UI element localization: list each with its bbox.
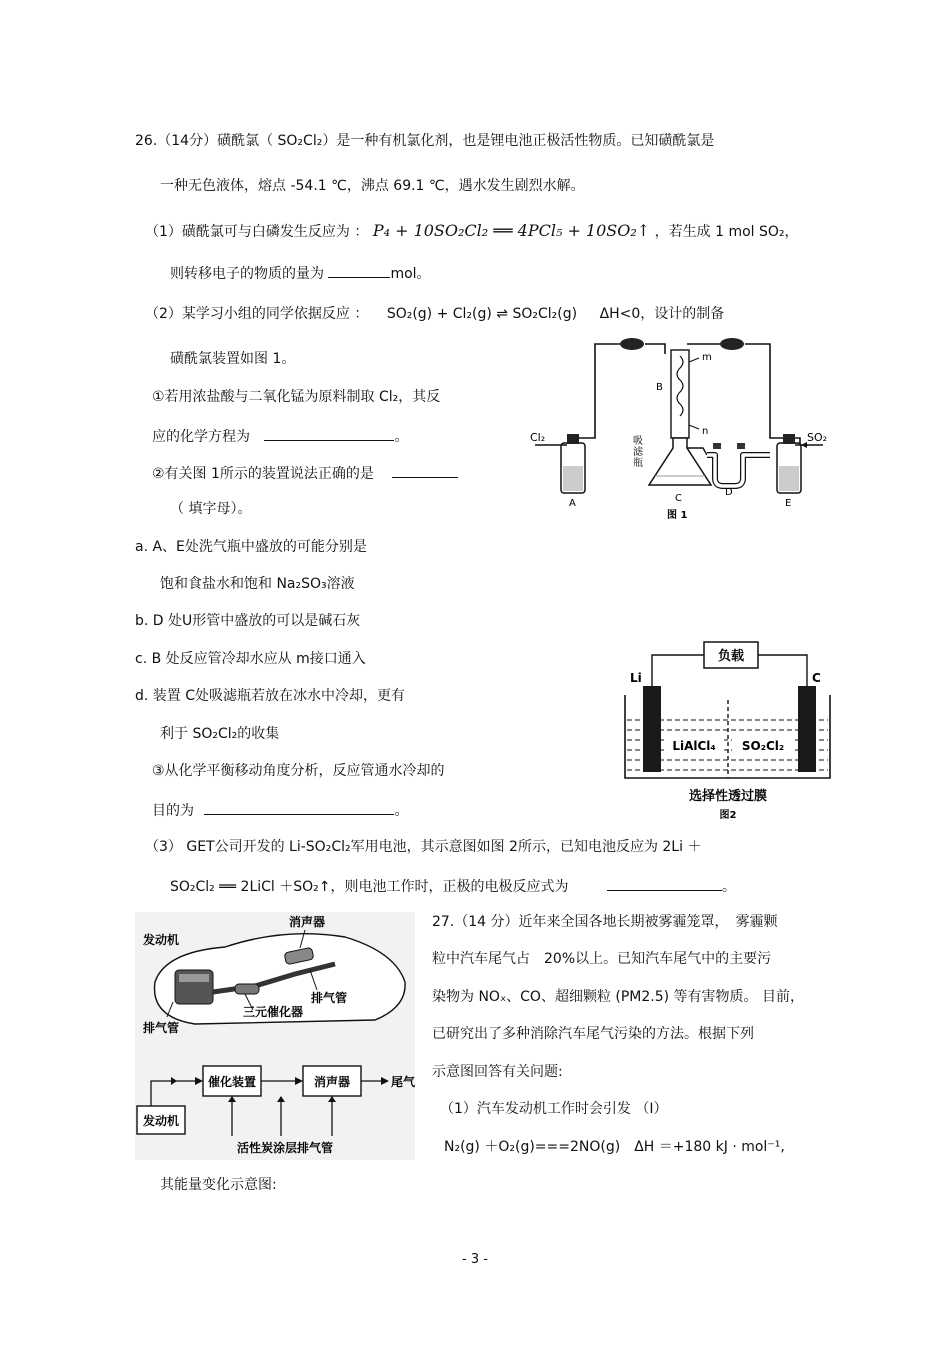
q26-part1-prefix: （1）磺酰氯可与白磷发生反应为 ： (145, 224, 369, 240)
option-d-line2: 利于 SO₂Cl₂的收集 (160, 726, 280, 742)
q26-sub1-line2 (152, 426, 408, 446)
q27-energy-diagram-label: 其能量变化示意图: (160, 1177, 277, 1193)
q26-part3-line2 (170, 876, 736, 896)
label-box-catalyst: 催化装置 (207, 1075, 257, 1089)
q26-sub1-end: 。 (394, 429, 409, 445)
option-b: b. D 处U形管中盛放的可以是碱石灰 (135, 613, 361, 629)
label-so2cl2: SO₂Cl₂ (741, 739, 785, 753)
option-c: c. B 处反应管冷却水应从 m接口通入 (135, 651, 366, 667)
label-lialcl4: LiAlCl₄ (672, 739, 716, 753)
condenser-b (671, 350, 689, 438)
label-coating: 活性炭涂层排气管 (236, 1141, 334, 1155)
answer-blank-4[interactable] (204, 800, 394, 815)
q26-part3-end: 。 (721, 879, 736, 895)
q27-part1: （1）汽车发动机工作时会引发 （Ⅰ） (440, 1101, 668, 1117)
q26-sub1-line1: ①若用浓盐酸与二氧化锰为原料制取 Cl₂，其反 (152, 389, 441, 405)
q27-equation: N₂(g) ＋O₂(g)===2NO(g) ΔH ＝+180 kJ · mol⁻¹, (444, 1139, 785, 1155)
q27-line2: 粒中汽车尾气占 20%以上。已知汽车尾气中的主要污 (432, 951, 772, 967)
label-c-electrode: C (812, 671, 821, 685)
answer-blank-1[interactable] (328, 263, 390, 278)
option-a-line1: a. A、E处洗气瓶中盛放的可能分别是 (135, 539, 367, 555)
label-li: Li (630, 671, 642, 685)
q26-sub2-line2: （ 填字母）。 (170, 501, 252, 517)
label-tail-gas: 尾气 (391, 1075, 415, 1089)
left-valve (620, 338, 644, 350)
q26-part1-question: 则转移电子的物质的量为 (170, 266, 324, 282)
label-b: B (656, 382, 663, 393)
answer-blank-5[interactable] (607, 876, 722, 891)
figure-2-battery (620, 640, 835, 825)
q27-line3: 染物为 NOₓ、CO、超细颗粒 (PM2.5) 等有害物质。 目前， (432, 989, 805, 1005)
label-d: D (725, 487, 733, 498)
right-valve (720, 338, 744, 350)
label-c: C (675, 493, 682, 504)
q26-part1-unit: mol。 (390, 266, 431, 282)
q26-part3-text: SO₂Cl₂ ══ 2LiCl ＋SO₂↑，则电池工作时，正极的电极反应式为 (170, 879, 569, 895)
q27-line4: 已研究出了多种消除汽车尾气污染的方法。根据下列 (432, 1026, 754, 1042)
label-e: E (785, 498, 792, 509)
option-a-line2: 饱和食盐水和饱和 Na₂SO₃溶液 (160, 576, 355, 592)
label-a: A (569, 498, 576, 509)
q26-part1-suffix: ，若生成 1 mol SO₂， (654, 224, 799, 240)
label-cl2: Cl₂ (530, 431, 546, 444)
label-n: n (702, 426, 709, 437)
filter-char-3: 瓶 (633, 458, 643, 469)
q26-sub2-label: ②有关图 1所示的装置说法正确的是 (152, 466, 374, 482)
q26-sub2-line1 (152, 463, 458, 483)
label-m: m (702, 352, 712, 363)
q26-sub3-line2 (152, 800, 408, 820)
q26-line1: 26.（14分）磺酰氯（ SO₂Cl₂）是一种有机氯化剂，也是锂电池正极活性物质。已知磺酰氯是 (135, 133, 715, 149)
q26-sub3-line1: ③从化学平衡移动角度分析，反应管通水冷却的 (152, 763, 445, 779)
membrane-label: 选择性透过膜 (688, 789, 768, 804)
q26-part2-equation: SO₂(g) + Cl₂(g) ⇌ SO₂Cl₂(g) (386, 306, 578, 322)
label-box-engine: 发动机 (142, 1114, 180, 1128)
load-label: 负载 (717, 649, 745, 664)
q26-part1-line2 (170, 263, 431, 283)
filter-flask-c (649, 438, 711, 485)
catalytic-converter (235, 984, 259, 994)
q26-part2-suffix: ΔH<0，设计的制备 (599, 306, 725, 322)
filter-char-2: 滤 (633, 447, 643, 458)
label-so2: SO₂ (807, 431, 828, 444)
q26-part3-line1: （3） GET公司开发的 Li-SO₂Cl₂军用电池，其示意图如图 2所示，已知电池反应为 2Li ＋ (145, 839, 702, 855)
figure-1-caption: 图 1 (667, 510, 688, 521)
label-engine: 发动机 (143, 933, 180, 947)
li-electrode (643, 686, 661, 772)
label-exhaust-right: 排气管 (311, 991, 348, 1005)
q26-part2-prefix: （2）某学习小组的同学依据反应 ： (145, 306, 369, 322)
q27-line5: 示意图回答有关问题: (432, 1064, 563, 1080)
filter-char-1: 吸 (633, 436, 643, 447)
figure-2-caption: 图2 (719, 810, 737, 821)
label-muffler: 消声器 (289, 915, 326, 929)
figure-3-exhaust (135, 912, 415, 1160)
c-electrode (798, 686, 816, 772)
q26-sub3-label: 目的为 (152, 803, 194, 819)
answer-blank-3[interactable] (392, 463, 458, 478)
answer-blank-2[interactable] (264, 426, 394, 441)
q26-part2 (145, 305, 724, 323)
page-number: - 3 - (462, 1252, 488, 1267)
label-converter: 三元催化器 (243, 1005, 304, 1019)
label-exhaust-left: 排气管 (143, 1021, 180, 1035)
q26-line2: 一种无色液体，熔点 -54.1 ℃，沸点 69.1 ℃，遇水发生剧烈水解。 (160, 178, 585, 194)
figure-1-apparatus (525, 330, 845, 522)
label-box-muffler: 消声器 (313, 1075, 351, 1089)
q26-sub3-end: 。 (394, 803, 409, 819)
q26-part1-equation: P₄ + 10SO₂Cl₂ ══ 4PCl₅ + 10SO₂↑ (372, 221, 651, 240)
q26-part1 (145, 222, 799, 241)
q26-part2-line2: 磺酰氯装置如图 1。 (170, 351, 296, 367)
q26-sub1-label: 应的化学方程为 (152, 429, 250, 445)
q27-line1: 27.（14 分）近年来全国各地长期被雾霾笼罩， 雾霾颗 (432, 914, 778, 930)
option-d-line1: d. 装置 C处吸滤瓶若放在冰水中冷却，更有 (135, 688, 406, 704)
